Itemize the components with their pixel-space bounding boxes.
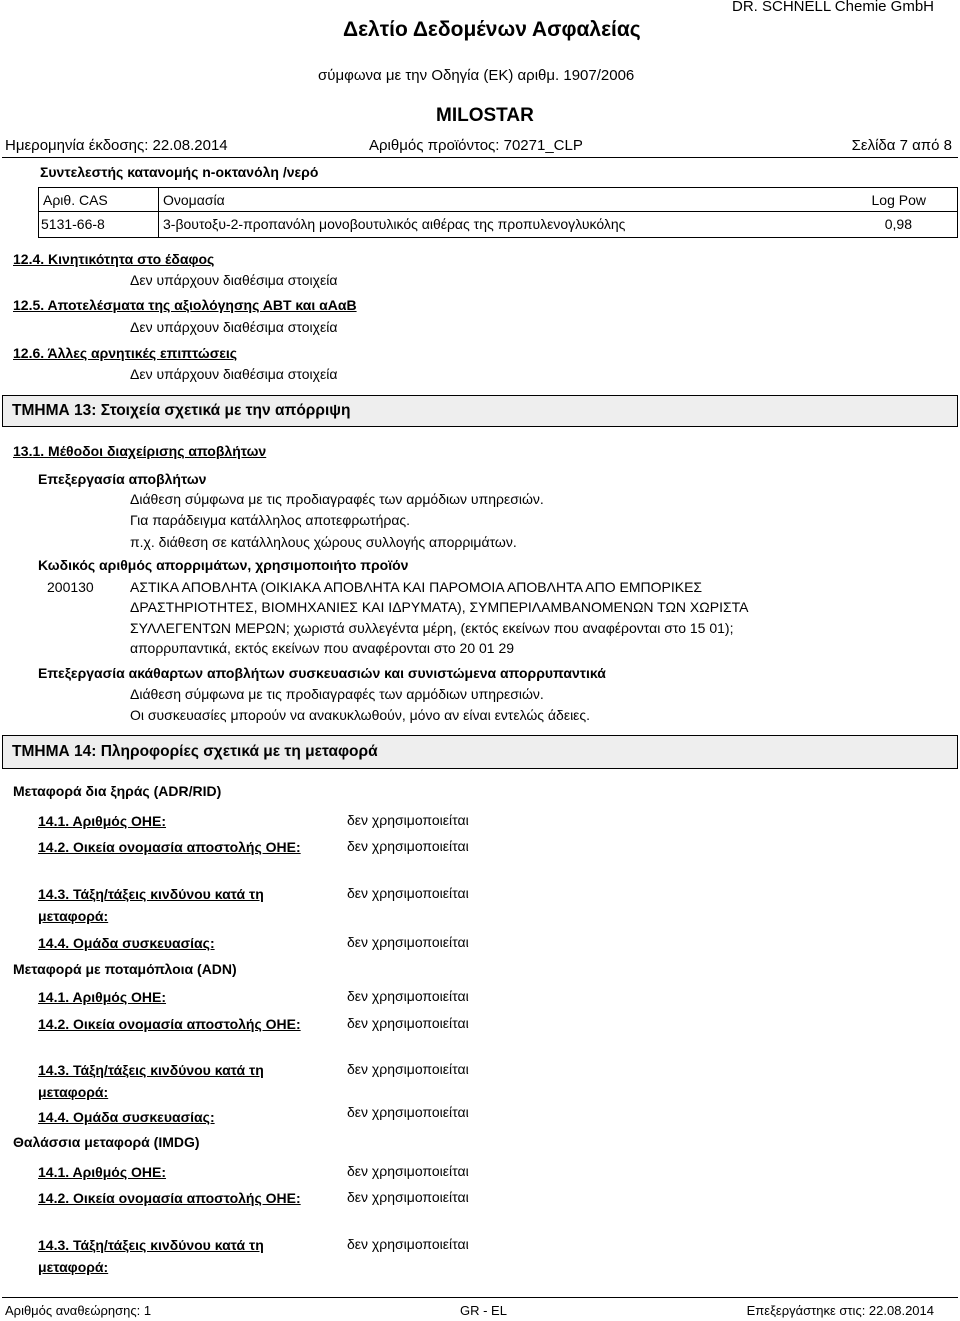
- section-14-title: ΤΜΗΜΑ 14: Πληροφορίες σχετικά με τη μεταφορά: [12, 743, 378, 760]
- edited-date: Επεξεργάστηκε στις: 22.08.2014: [746, 1303, 934, 1318]
- hazard-class-label: 14.3. Τάξη/τάξεις κινδύνου κατά τη μεταφορά:: [38, 1062, 264, 1100]
- shipping-name-value: δεν χρησιμοποιείται: [347, 1015, 469, 1031]
- shipping-name-label: 14.2. Οικεία ονομασία αποστολής ΟΗΕ:: [38, 1016, 301, 1032]
- un-number-value: δεν χρησιμοποιείται: [347, 812, 469, 828]
- issue-date: Ημερομηνία έκδοσης: 22.08.2014: [5, 137, 228, 154]
- shipping-name-label: 14.2. Οικεία ονομασία αποστολής ΟΗΕ:: [38, 839, 301, 855]
- mobility-text: Δεν υπάρχουν διαθέσιμα στοιχεία: [130, 272, 338, 288]
- company-name: DR. SCHNELL Chemie GmbH: [732, 0, 934, 15]
- un-number-label: 14.1. Αριθμός ΟΗΕ:: [38, 989, 167, 1005]
- waste-methods-heading: 13.1. Μέθοδοι διαχείρισης αποβλήτων: [13, 443, 267, 459]
- regulation-text: σύμφωνα με την Οδηγία (ΕΚ) αριθμ. 1907/2006: [318, 67, 635, 84]
- un-number-value: δεν χρησιμοποιείται: [347, 1163, 469, 1179]
- pbt-heading: 12.5. Αποτελέσματα της αξιολόγησης ΑΒΤ και αΑαΒ: [13, 297, 357, 313]
- waste-treatment-line: Για παράδειγμα κατάλληλος αποτεφρωτήρας.: [130, 512, 411, 528]
- shipping-name-value: δεν χρησιμοποιείται: [347, 1189, 469, 1205]
- revision-number: Αριθμός αναθεώρησης: 1: [5, 1303, 152, 1318]
- un-number-label: 14.1. Αριθμός ΟΗΕ:: [38, 813, 167, 829]
- waste-code-description: ΔΡΑΣΤΗΡΙΟΤΗΤΕΣ, ΒΙΟΜΗΧΑΝΙΕΣ ΚΑΙ ΙΔΡΥΜΑΤΑ), ΣΥΜΠΕΡΙΛΑΜΒΑΝΟΜΕΝΩΝ ΤΩΝ ΧΩΡΙΣΤΑ: [130, 599, 749, 615]
- un-number-label: 14.1. Αριθμός ΟΗΕ:: [38, 1164, 167, 1180]
- shipping-name-value: δεν χρησιμοποιείται: [347, 838, 469, 854]
- waste-code: 200130: [47, 579, 94, 595]
- packing-group-value: δεν χρησιμοποιείται: [347, 1104, 469, 1120]
- hazard-class-label: 14.3. Τάξη/τάξεις κινδύνου κατά τη μεταφορά:: [38, 1237, 264, 1275]
- header-rule: [2, 157, 958, 158]
- table-header-cas: Αριθ. CAS: [43, 192, 108, 208]
- transport-heading-imdg: Θαλάσσια μεταφορά (IMDG): [13, 1134, 200, 1150]
- pbt-text: Δεν υπάρχουν διαθέσιμα στοιχεία: [130, 319, 338, 335]
- un-number-value: δεν χρησιμοποιείται: [347, 988, 469, 1004]
- packing-group-label: 14.4. Ομάδα συσκευασίας:: [38, 935, 215, 951]
- mobility-heading: 12.4. Κινητικότητα στο έδαφος: [13, 251, 215, 267]
- packing-group-value: δεν χρησιμοποιείται: [347, 934, 469, 950]
- product-number: Αριθμός προϊόντος: 70271_CLP: [369, 137, 583, 154]
- table-cell-logpow: 0,98: [884, 216, 912, 232]
- footer-rule: [2, 1297, 958, 1298]
- table-header-name: Ονομασία: [163, 192, 225, 208]
- table-header-logpow: Log Pow: [871, 192, 926, 208]
- section-13-title: ΤΜΗΜΑ 13: Στοιχεία σχετικά με την απόρριψη: [12, 402, 351, 419]
- product-name: MILOSTAR: [436, 105, 534, 126]
- language-code: GR - EL: [460, 1303, 507, 1318]
- waste-code-description: ΑΣΤΙΚΑ ΑΠΟΒΛΗΤΑ (ΟΙΚΙΑΚΑ ΑΠΟΒΛΗΤΑ ΚΑΙ ΠΑΡΟΜΟΙΑ ΑΠΟΒΛΗΤΑ ΑΠΟ ΕΜΠΟΡΙΚΕΣ: [130, 579, 703, 595]
- packaging-heading: Επεξεργασία ακάθαρτων αποβλήτων συσκευασιών και συνιστώμενα απορρυπαντικά: [38, 665, 606, 681]
- other-effects-heading: 12.6. Άλλες αρνητικές επιπτώσεις: [13, 345, 238, 361]
- hazard-class-value: δεν χρησιμοποιείται: [347, 1061, 469, 1077]
- waste-treatment-heading: Επεξεργασία αποβλήτων: [38, 471, 207, 487]
- other-effects-text: Δεν υπάρχουν διαθέσιμα στοιχεία: [130, 366, 338, 382]
- page-number: Σελίδα 7 από 8: [851, 137, 952, 154]
- waste-treatment-line: π.χ. διάθεση σε κατάλληλους χώρους συλλογής απορριμάτων.: [130, 534, 517, 550]
- section-13-header: [2, 395, 958, 427]
- hazard-class-value: δεν χρησιμοποιείται: [347, 885, 469, 901]
- waste-code-heading: Κωδικός αριθμός απορριμάτων, χρησιμοποιήτο προϊόν: [38, 557, 409, 573]
- hazard-class-label: 14.3. Τάξη/τάξεις κινδύνου κατά τη μεταφορά:: [38, 886, 264, 924]
- table-cell-cas: 5131-66-8: [41, 216, 105, 232]
- shipping-name-label: 14.2. Οικεία ονομασία αποστολής ΟΗΕ:: [38, 1190, 301, 1206]
- document-title: Δελτίο Δεδομένων Ασφαλείας: [343, 18, 641, 41]
- table-cell-name: 3-βουτοξυ-2-προπανόλη μονοβουτυλικός αιθέρας της προπυλενογλυκόλης: [163, 216, 626, 232]
- waste-treatment-line: Διάθεση σύμφωνα με τις προδιαγραφές των αρμόδιων υπηρεσιών.: [130, 491, 544, 507]
- packing-group-label: 14.4. Ομάδα συσκευασίας:: [38, 1109, 215, 1125]
- packaging-line: Διάθεση σύμφωνα με τις προδιαγραφές των αρμόδιων υπηρεσιών.: [130, 686, 544, 702]
- transport-heading-adn: Μεταφορά με ποταμόπλοια (ADN): [13, 961, 237, 977]
- transport-heading-adr: Μεταφορά δια ξηράς (ADR/RID): [13, 783, 222, 799]
- waste-code-description: απορρυπαντικά, εκτός εκείνων που αναφέρονται στο 20 01 29: [130, 640, 515, 656]
- section-14-header: [2, 735, 958, 769]
- waste-code-description: ΣΥΛΛΕΓΕΝΤΩΝ ΜΕΡΩΝ; χωριστά συλλεγέντα μέρη, (εκτός εκείνων που αναφέρονται στο 15 01);: [130, 620, 734, 636]
- hazard-class-value: δεν χρησιμοποιείται: [347, 1236, 469, 1252]
- packaging-line: Οι συσκευασίες μπορούν να ανακυκλωθούν, μόνο αν είναι εντελώς άδειες.: [130, 707, 591, 723]
- partition-heading: Συντελεστής κατανομής n-οκτανόλη /νερό: [40, 164, 319, 180]
